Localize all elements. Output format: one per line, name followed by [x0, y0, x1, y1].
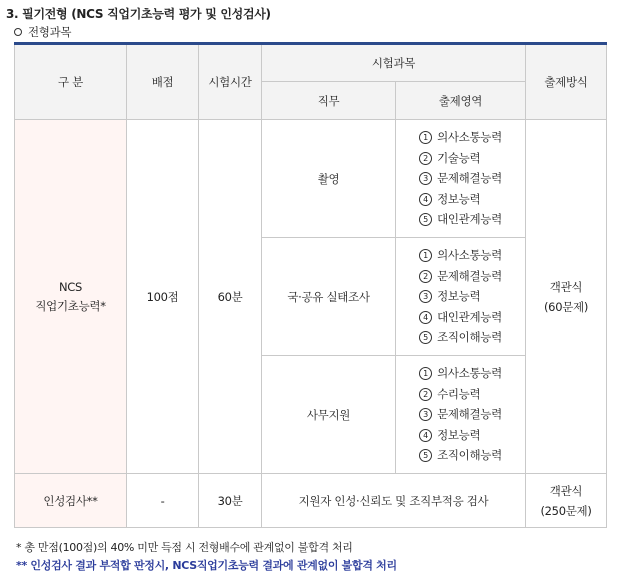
personality-method-line1: 객관식	[549, 483, 583, 498]
circled-number: 2	[419, 152, 432, 165]
area-item	[419, 148, 502, 169]
exam-subjects-table	[14, 42, 607, 528]
area-item	[419, 363, 502, 384]
area-label: 문제해결능력	[437, 407, 502, 422]
personality-category-cell: 인성검사**	[15, 474, 127, 528]
personality-score-cell: -	[127, 474, 199, 528]
job-areas-cell	[396, 238, 526, 356]
area-label: 수리능력	[437, 386, 481, 401]
job-name-cell: 국·공유 실태조사	[262, 238, 396, 356]
ncs-category-cell	[15, 120, 127, 474]
area-label: 정보능력	[437, 427, 481, 442]
ncs-method-cell	[526, 120, 607, 474]
header-method: 출제방식	[526, 44, 607, 120]
job-name-cell: 촬영	[262, 120, 396, 238]
circled-number: 1	[419, 249, 432, 262]
area-item	[419, 168, 502, 189]
circled-number: 2	[419, 388, 432, 401]
header-score: 배점	[127, 44, 199, 120]
area-item	[419, 445, 502, 466]
personality-description-cell: 지원자 인성·신뢰도 및 조직부적응 검사	[262, 474, 526, 528]
circled-number: 4	[419, 311, 432, 324]
subsection-label: 전형과목	[28, 25, 72, 39]
footnote-personality: ** 인성검사 결과 부적합 판정시, NCS직업기초능력 결과에 관계없이 불합격 처리	[16, 559, 397, 572]
circled-number: 4	[419, 429, 432, 442]
area-item	[419, 425, 502, 446]
area-item	[419, 327, 502, 348]
area-label: 기술능력	[437, 150, 481, 165]
circled-number: 2	[419, 270, 432, 283]
area-label: 의사소통능력	[437, 366, 502, 381]
circled-number: 3	[419, 290, 432, 303]
circled-number: 5	[419, 331, 432, 344]
circled-number: 4	[419, 193, 432, 206]
job-areas-cell	[396, 120, 526, 238]
section-title: 3. 필기전형 (NCS 직업기초능력 평가 및 인성검사)	[6, 7, 271, 21]
circled-number: 3	[419, 408, 432, 421]
header-subjects: 시험과목	[262, 44, 526, 82]
area-item	[419, 307, 502, 328]
area-label: 조직이해능력	[437, 448, 502, 463]
ncs-score-cell: 100점	[127, 120, 199, 474]
area-item	[419, 209, 502, 230]
area-label: 의사소통능력	[437, 248, 502, 263]
area-label: 대인관계능력	[437, 309, 502, 324]
circled-number: 5	[419, 449, 432, 462]
area-item	[419, 266, 502, 287]
area-item	[419, 189, 502, 210]
ncs-method-line1: 객관식	[549, 279, 583, 294]
subsection-heading	[14, 24, 71, 40]
area-label: 문제해결능력	[437, 171, 502, 186]
area-item	[419, 384, 502, 405]
job-name-cell: 사무지원	[262, 356, 396, 474]
area-item	[419, 127, 502, 148]
circled-number: 5	[419, 213, 432, 226]
job-areas-cell	[396, 356, 526, 474]
circle-bullet-icon	[14, 28, 22, 36]
header-job: 직무	[262, 82, 396, 120]
area-item	[419, 404, 502, 425]
area-label: 문제해결능력	[437, 268, 502, 283]
personality-time-cell: 30분	[199, 474, 262, 528]
personality-method-line2: (250문제)	[540, 503, 592, 518]
footnote-score: * 총 만점(100점)의 40% 미만 득점 시 전형배수에 관계없이 불합격 처리	[16, 541, 353, 554]
area-label: 조직이해능력	[437, 330, 502, 345]
header-time: 시험시간	[199, 44, 262, 120]
circled-number: 3	[419, 172, 432, 185]
area-label: 정보능력	[437, 289, 481, 304]
personality-method-cell	[526, 474, 607, 528]
ncs-time-cell: 60분	[199, 120, 262, 474]
area-label: 의사소통능력	[437, 130, 502, 145]
area-item	[419, 286, 502, 307]
area-label: 대인관계능력	[437, 212, 502, 227]
area-label: 정보능력	[437, 191, 481, 206]
circled-number: 1	[419, 367, 432, 380]
header-category: 구 분	[15, 44, 127, 120]
ncs-label-line1: NCS	[58, 279, 83, 294]
circled-number: 1	[419, 131, 432, 144]
header-area: 출제영역	[396, 82, 526, 120]
area-item	[419, 245, 502, 266]
ncs-label-line2: 직업기초능력*	[35, 298, 106, 313]
ncs-method-line2: (60문제)	[543, 299, 589, 314]
